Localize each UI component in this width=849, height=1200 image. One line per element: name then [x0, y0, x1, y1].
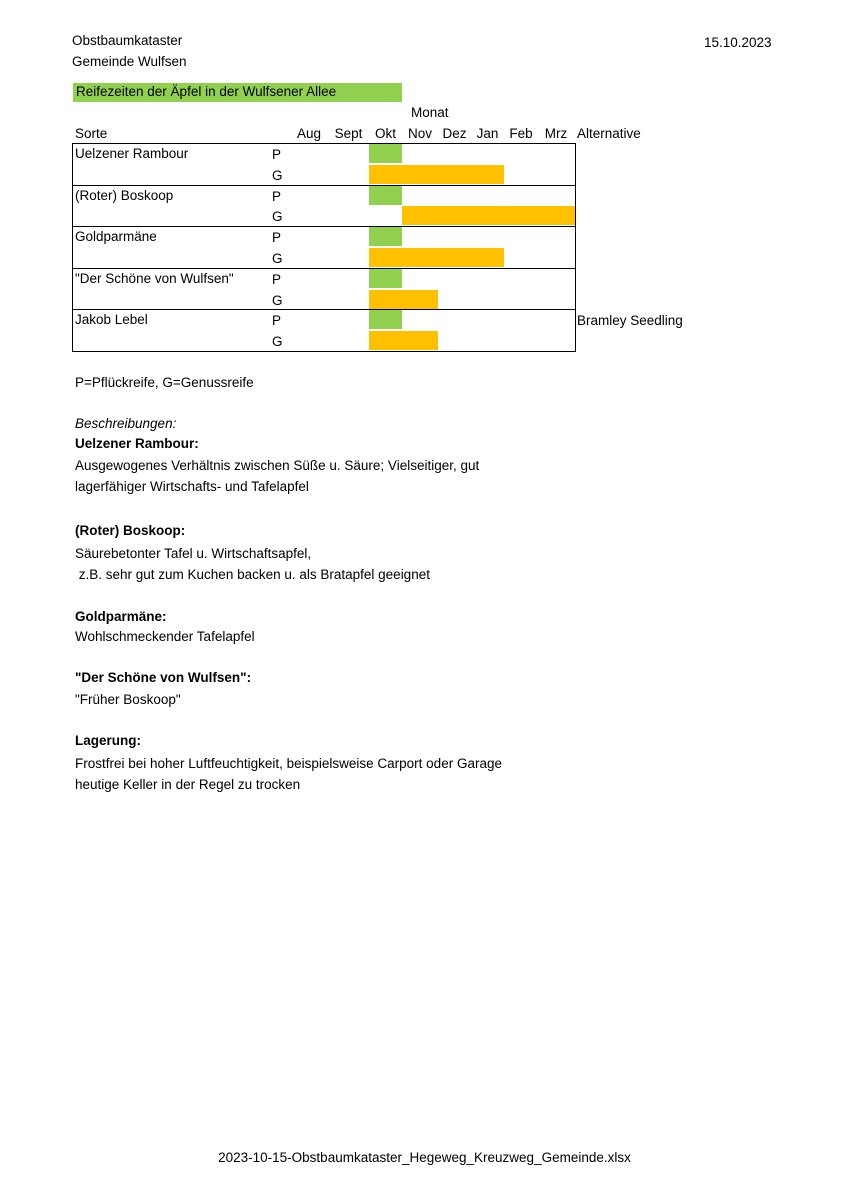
table-border	[72, 143, 576, 352]
header-subtitle: Gemeinde Wulfsen	[72, 54, 187, 69]
desc-line: Frostfrei bei hoher Luftfeuchtigkeit, beispielsweise Carport oder Garage	[75, 756, 502, 771]
p-label: P	[272, 230, 282, 245]
variety-name: Jakob Lebel	[75, 312, 148, 327]
desc-line: "Früher Boskoop"	[75, 692, 181, 707]
p-label: P	[272, 272, 282, 287]
p-label: P	[272, 189, 282, 204]
desc-title: "Der Schöne von Wulfsen":	[75, 670, 252, 685]
month-group-label: Monat	[411, 105, 449, 120]
descriptions-heading: Beschreibungen:	[75, 416, 177, 431]
desc-line: Ausgewogenes Verhältnis zwischen Süße u. Säure; Vielseitiger, gut	[75, 458, 480, 473]
desc-line: z.B. sehr gut zum Kuchen backen u. als Bratapfel geeignet	[75, 567, 430, 582]
header-date: 15.10.2023	[704, 35, 772, 50]
table-title: Reifezeiten der Äpfel in der Wulfsener Allee	[76, 84, 337, 99]
variety-name: "Der Schöne von Wulfsen"	[75, 271, 234, 286]
p-label: P	[272, 313, 282, 328]
desc-line: Säurebetonter Tafel u. Wirtschaftsapfel,	[75, 546, 312, 561]
month-header: Okt	[374, 126, 396, 141]
g-label: G	[272, 251, 283, 266]
desc-line: Wohlschmeckender Tafelapfel	[75, 629, 255, 644]
month-header: Mrz	[544, 126, 568, 141]
desc-title: Uelzener Rambour:	[75, 436, 199, 451]
month-header: Aug	[296, 126, 322, 141]
desc-line: heutige Keller in der Regel zu trocken	[75, 777, 301, 792]
month-header: Nov	[407, 126, 432, 141]
desc-title: (Roter) Boskoop:	[75, 523, 186, 538]
variety-name: Uelzener Rambour	[75, 146, 189, 161]
alternative-value: Bramley Seedling	[577, 313, 683, 328]
variety-name: Goldparmäne	[75, 229, 157, 244]
footer-filename: 2023-10-15-Obstbaumkataster_Hegeweg_Kreuzweg_Gemeinde.xlsx	[218, 1150, 631, 1165]
month-header: Sept	[334, 126, 363, 141]
p-label: P	[272, 147, 282, 162]
legend-text: P=Pflückreife, G=Genussreife	[75, 375, 254, 390]
g-label: G	[272, 168, 283, 183]
month-header: Jan	[476, 126, 499, 141]
g-label: G	[272, 209, 283, 224]
sorte-header: Sorte	[75, 126, 108, 141]
desc-line: lagerfähiger Wirtschafts- und Tafelapfel	[75, 479, 309, 494]
table-title-bar	[73, 83, 402, 102]
month-header: Dez	[442, 126, 467, 141]
header-title: Obstbaumkataster	[72, 33, 183, 48]
g-label: G	[272, 334, 283, 349]
variety-name: (Roter) Boskoop	[75, 188, 174, 203]
g-label: G	[272, 293, 283, 308]
month-header: Feb	[509, 126, 533, 141]
desc-title: Lagerung:	[75, 733, 141, 748]
desc-title: Goldparmäne:	[75, 609, 167, 624]
alternative-header: Alternative	[577, 126, 641, 141]
